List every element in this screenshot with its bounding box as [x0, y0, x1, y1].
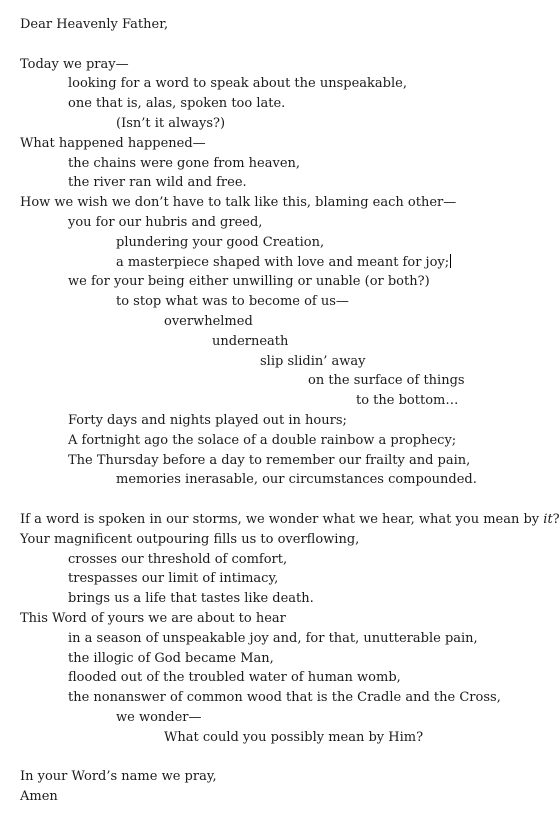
poem-line: What could you possibly mean by Him?	[164, 729, 424, 745]
poem-line: we for your being either unwilling or unable (or both?)	[68, 274, 430, 290]
closing-line: Amen	[20, 789, 58, 805]
poem-line: slip slidin’ away	[260, 353, 366, 369]
poem-line: How we wish we don’t have to talk like this, blaming each other—	[20, 195, 457, 211]
poem-line: the nonanswer of common wood that is the Cradle and the Cross,	[68, 690, 501, 706]
poem-line: Your magnificent outpouring fills us to overflowing,	[20, 531, 360, 547]
poem-line: flooded out of the troubled water of human womb,	[68, 670, 401, 686]
poem-line: to stop what was to become of us—	[116, 294, 349, 310]
poem-line: in a season of unspeakable joy and, for that, unutterable pain,	[68, 630, 478, 646]
poem-line: (Isn’t it always?)	[116, 115, 226, 131]
text-cursor	[450, 254, 451, 268]
poem-line: one that is, alas, spoken too late.	[68, 96, 286, 112]
poem-line: the illogic of God became Man,	[68, 650, 274, 666]
poem-line-text: If a word is spoken in our storms, we wonder what we hear, what you mean by	[20, 511, 544, 527]
poem-line-with-cursor[interactable]	[20, 253, 542, 273]
poem-line: on the surface of things	[308, 373, 465, 389]
poem-line: This Word of yours we are about to hear	[20, 610, 286, 626]
poem-line: trespasses our limit of intimacy,	[68, 571, 279, 587]
poem-line: you for our hubris and greed,	[68, 214, 263, 230]
poem-line: crosses our threshold of comfort,	[68, 551, 288, 567]
blank-line	[20, 35, 542, 55]
poem-line: A fortnight ago the solace of a double rainbow a prophecy;	[68, 432, 457, 448]
closing-line: In your Word’s name we pray,	[20, 769, 217, 785]
poem-line: looking for a word to speak about the unspeakable,	[68, 76, 407, 92]
poem-line	[20, 510, 560, 530]
emphasized-word: it	[543, 511, 553, 527]
poem-line: to the bottom…	[356, 393, 459, 409]
salutation: Dear Heavenly Father,	[20, 17, 169, 32]
poem-line: plundering your good Creation,	[116, 234, 325, 250]
poem-line: Forty days and nights played out in hours;	[68, 412, 347, 428]
poem-line: the chains were gone from heaven,	[68, 155, 301, 171]
poem-line: brings us a life that tastes like death.	[68, 591, 314, 607]
poem-line: overwhelmed	[164, 313, 253, 329]
blank-line	[20, 490, 542, 510]
poem-line: we wonder—	[116, 709, 202, 725]
poem-line: memories inerasable, our circumstances compounded.	[116, 472, 477, 488]
poem-line: What happened happened—	[20, 135, 206, 151]
poem-line: The Thursday before a day to remember our frailty and pain,	[68, 452, 471, 468]
blank-line	[20, 747, 542, 767]
prayer-document	[20, 15, 560, 807]
poem-line: the river ran wild and free.	[68, 175, 247, 191]
poem-line-punct: ?	[552, 511, 560, 527]
poem-line: underneath	[212, 333, 289, 349]
poem-line: Today we pray—	[20, 56, 129, 72]
poem-line-text: a masterpiece shaped with love and meant for joy;	[116, 254, 450, 270]
